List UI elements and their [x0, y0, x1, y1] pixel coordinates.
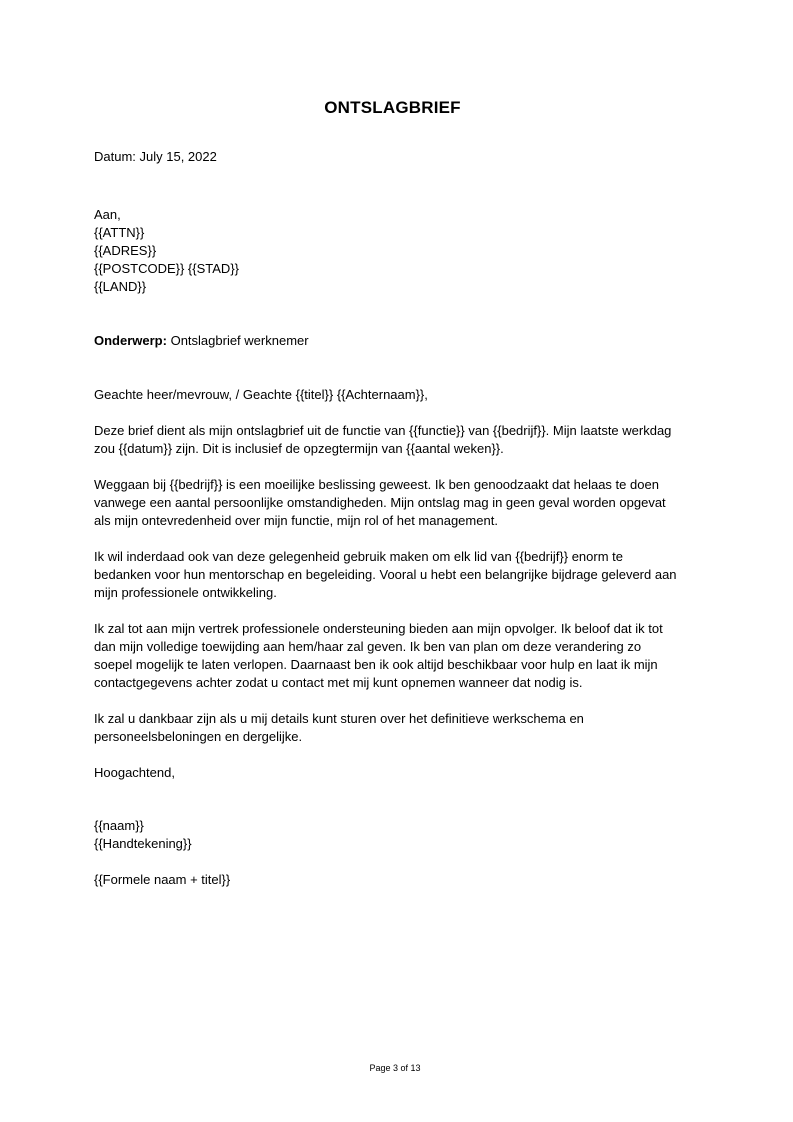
paragraph-3 — [94, 548, 714, 602]
signature-formal-name: {{Formele naam + titel}} — [94, 872, 231, 887]
paragraph-line: Ik zal tot aan mijn vertrek professionele ondersteuning bieden aan mijn opvolger. Ik beloof dat ik tot — [94, 621, 663, 636]
subject-text: Ontslagbrief werknemer — [166, 333, 309, 348]
address-postcode-stad: {{POSTCODE}} {{STAD}} — [94, 261, 240, 276]
paragraph-4 — [94, 620, 714, 692]
paragraph-line: mijn professionele ontwikkeling. — [94, 585, 277, 600]
paragraph-line: dan mijn volledige toewijding aan hem/haar zal geven. Ik ben van plan om deze verandering zo — [94, 639, 642, 654]
paragraph-line: zou {{datum}} zijn. Dit is inclusief de opzegtermijn van {{aantal weken}}. — [94, 441, 504, 456]
signature-name: {{naam}} — [94, 818, 144, 833]
address-land: {{LAND}} — [94, 279, 147, 294]
date-line: Datum: July 15, 2022 — [94, 149, 217, 164]
paragraph-line: vanwege een aantal persoonlijke omstandigheden. Mijn ontslag mag in geen geval worden opgevat — [94, 495, 666, 510]
address-salutation: Aan, — [94, 207, 121, 222]
paragraph-1 — [94, 422, 714, 458]
paragraph-line: bedanken voor hun mentorschap en begeleiding. Vooral u hebt een belangrijke bijdrage geleverd aan — [94, 567, 677, 582]
paragraph-line: Deze brief dient als mijn ontslagbrief uit de functie van {{functie}} van {{bedrijf}}. Mijn laatste werkdag — [94, 423, 672, 438]
subject-line — [94, 332, 309, 350]
paragraph-2 — [94, 476, 714, 530]
closing: Hoogachtend, — [94, 765, 175, 780]
greeting: Geachte heer/mevrouw, / Geachte {{titel}} {{Achternaam}}, — [94, 387, 428, 402]
paragraph-line: Ik zal u dankbaar zijn als u mij details kunt sturen over het definitieve werkschema en — [94, 711, 584, 726]
paragraph-line: contactgegevens achter zodat u contact met mij kunt opnemen wanneer dat nodig is. — [94, 675, 583, 690]
paragraph-line: als mijn ontevredenheid over mijn functie, mijn rol of het management. — [94, 513, 498, 528]
address-adres: {{ADRES}} — [94, 243, 157, 258]
paragraph-line: Weggaan bij {{bedrijf}} is een moeilijke beslissing geweest. Ik ben genoodzaakt dat helaas te doen — [94, 477, 659, 492]
signature-handtekening: {{Handtekening}} — [94, 836, 192, 851]
address-attn: {{ATTN}} — [94, 225, 145, 240]
page-number: Page 3 of 13 — [369, 1063, 421, 1073]
paragraph-5 — [94, 710, 714, 746]
paragraph-line: personeelsbeloningen en dergelijke. — [94, 729, 303, 744]
paragraph-line: Ik wil inderdaad ook van deze gelegenheid gebruik maken om elk lid van {{bedrijf}} enorm te — [94, 549, 624, 564]
paragraph-line: soepel mogelijk te laten verlopen. Daarnaast ben ik ook altijd beschikbaar voor hulp en laat ik mijn — [94, 657, 658, 672]
document-title: ONTSLAGBRIEF — [324, 98, 461, 117]
subject-label: Onderwerp: — [94, 333, 167, 348]
